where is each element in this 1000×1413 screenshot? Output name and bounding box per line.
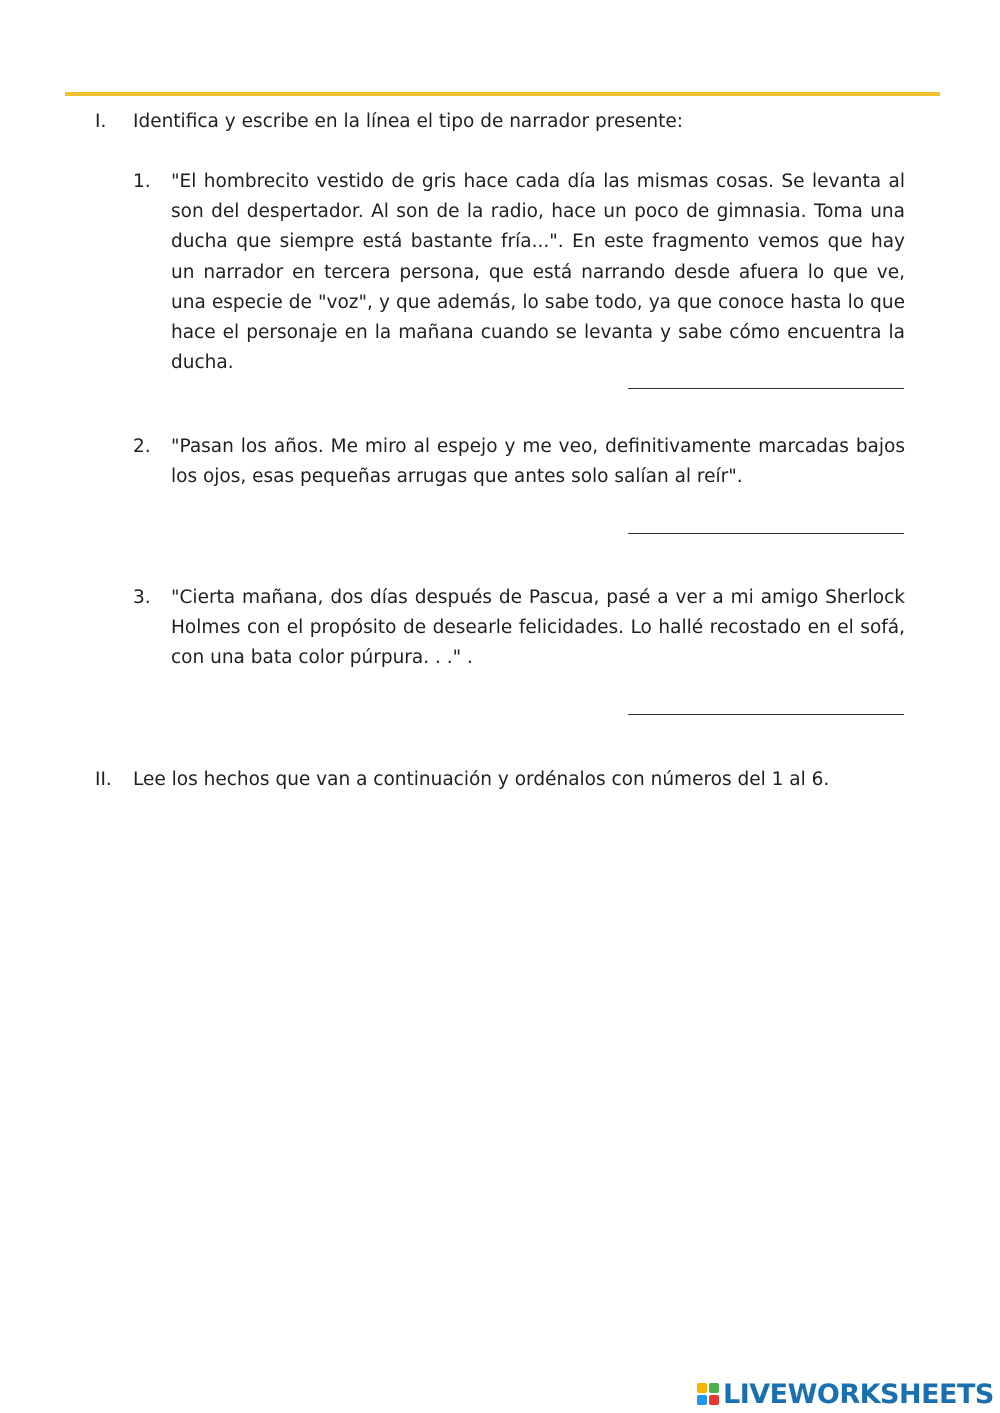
section-1-instruction: Identifica y escribe en la línea el tipo de narrador presente: xyxy=(133,111,683,132)
question-text: "Cierta mañana, dos días después de Pascua, pasé a ver a mi amigo Sherlock Holmes con el propósito de desearle felicidades. Lo hallé recostado en el sofá, con una bata color púrpura. . ." . xyxy=(171,587,905,669)
section-2-instruction: Lee los hechos que van a continuación y ordénalos con números del 1 al 6. xyxy=(133,769,830,790)
answer-field-2[interactable] xyxy=(628,533,904,534)
top-accent-rule xyxy=(65,92,940,96)
logo-mark-icon xyxy=(697,1383,719,1405)
question-text: "Pasan los años. Me miro al espejo y me veo, definitivamente marcadas bajos los ojos, esas pequeñas arrugas que antes solo salían al reír". xyxy=(171,436,905,488)
logo-text: LIVEWORKSHEETS xyxy=(723,1378,994,1410)
question-number: 1. xyxy=(133,171,151,192)
answer-field-3[interactable] xyxy=(628,714,904,715)
section-2-numeral: II. xyxy=(95,769,112,790)
answer-field-1[interactable] xyxy=(628,388,904,389)
question-item-3 xyxy=(133,583,905,674)
question-number: 3. xyxy=(133,587,151,608)
liveworksheets-logo xyxy=(697,1378,994,1410)
question-item-2 xyxy=(133,432,905,492)
question-item-1 xyxy=(133,167,905,378)
question-text: "El hombrecito vestido de gris hace cada día las mismas cosas. Se levanta al son del despertador. Al son de la radio, hace un poco de gimnasia. Toma una ducha que siempre está bastante fría...". En este fragmento vemos que hay un narrador en tercera persona, que está narrando desde afuera lo que ve, una especie de "voz", y que además, lo sabe todo, ya que conoce hasta lo que hace el personaje en la mañana cuando se levanta y sabe cómo encuentra la ducha. xyxy=(171,171,905,374)
section-1-numeral: I. xyxy=(95,111,107,132)
question-number: 2. xyxy=(133,436,151,457)
